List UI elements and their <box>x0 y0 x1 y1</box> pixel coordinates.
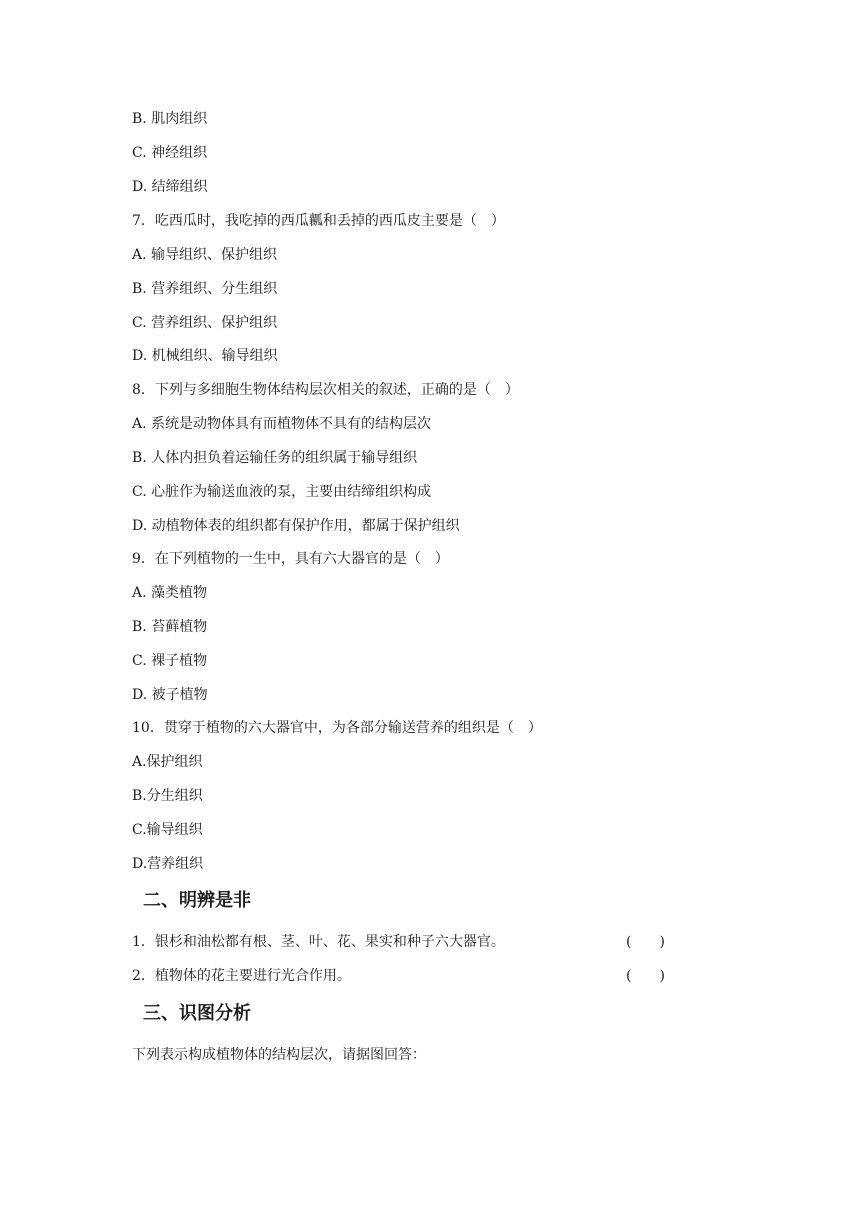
q10-option-d: D.营养组织 <box>132 856 204 872</box>
section2-title: 二、明辨是非 <box>143 890 251 911</box>
q9-option-c: C. 裸子植物 <box>132 653 208 669</box>
q10-option-a: A.保护组织 <box>132 754 203 770</box>
q8-option-b: B. 人体内担负着运输任务的组织属于输导组织 <box>132 450 418 466</box>
q6-option-d: D. 结缔组织 <box>132 179 208 195</box>
q10-stem: 10．贯穿于植物的六大器官中，为各部分输送营养的组织是（ ） <box>132 720 542 736</box>
q8-option-d: D. 动植物体表的组织都有保护作用，都属于保护组织 <box>132 518 460 534</box>
q8-option-a: A. 系统是动物体具有而植物体不具有的结构层次 <box>132 416 432 432</box>
q7-stem: 7．吃西瓜时，我吃掉的西瓜瓤和丢掉的西瓜皮主要是（ ） <box>132 213 505 229</box>
section3-title: 三、识图分析 <box>143 1003 251 1024</box>
q7-option-a: A. 输导组织、保护组织 <box>132 247 278 263</box>
section2-answer-blank-1: ( ) <box>626 934 665 950</box>
q9-option-b: B. 苔藓植物 <box>132 619 208 635</box>
section2-answer-blank-2: ( ) <box>626 968 665 984</box>
q6-option-b: B. 肌肉组织 <box>132 111 208 127</box>
section3-intro: 下列表示构成植物体的结构层次，请据图回答： <box>132 1047 426 1063</box>
q7-option-b: B. 营养组织、分生组织 <box>132 281 278 297</box>
q10-option-c: C.输导组织 <box>132 822 203 838</box>
q7-option-c: C. 营养组织、保护组织 <box>132 315 278 331</box>
q8-stem: 8．下列与多细胞生物体结构层次相关的叙述，正确的是（ ） <box>132 382 519 398</box>
q7-option-d: D. 机械组织、输导组织 <box>132 348 278 364</box>
q9-option-a: A. 藻类植物 <box>132 585 208 601</box>
q8-option-c: C. 心脏作为输送血液的泵，主要由结缔组织构成 <box>132 484 432 500</box>
section2-item-2: 2．植物体的花主要进行光合作用。 <box>132 968 351 984</box>
q9-stem: 9．在下列植物的一生中，具有六大器官的是（ ） <box>132 551 449 567</box>
section2-item-1: 1．银杉和油松都有根、茎、叶、花、果实和种子六大器官。 <box>132 934 505 950</box>
q6-option-c: C. 神经组织 <box>132 145 208 161</box>
q9-option-d: D. 被子植物 <box>132 687 208 703</box>
q10-option-b: B.分生组织 <box>132 788 203 804</box>
